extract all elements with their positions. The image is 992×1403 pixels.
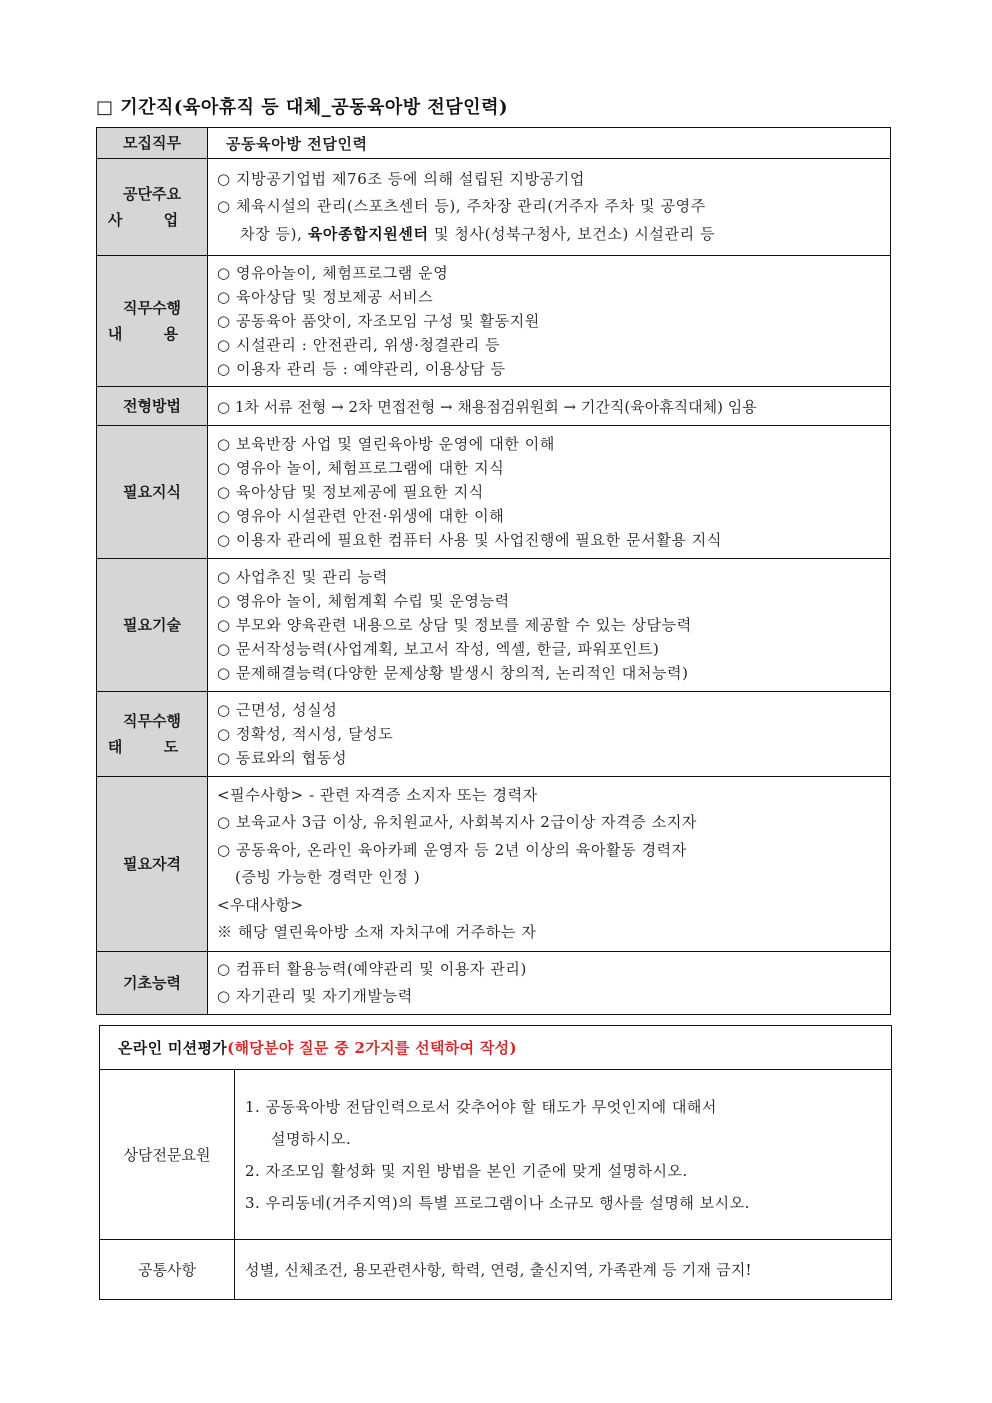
table-row-required-skills [97,559,891,692]
text-fragment: 및 청사(성북구청사, 보건소) 시설관리 등 [433,224,716,243]
label-duties [97,256,208,387]
list-item: ○ 컴퓨터 활용능력(예약관리 및 이용자 관리) [217,959,527,978]
value-selection-process [208,387,891,426]
table-row-position [97,128,891,159]
label-line: 공단주요 [123,185,181,203]
list-item: ○ 동료와의 협동성 [217,749,348,767]
list-item: ○ 시설관리 : 안전관리, 위생·청결관리 등 [217,336,501,354]
required-heading: <필수사항> - 관련 자격증 소지자 또는 경력자 [217,785,538,804]
list-item: ○ 영유아 놀이, 체험계획 수립 및 운영능력 [217,592,510,610]
list-item-note: (증빙 가능한 경력만 인정 ) [235,868,421,886]
list-item: ○ 공동육아 품앗이, 자조모임 구성 및 활동지원 [217,312,540,330]
label-required-knowledge: 필요지식 [97,426,208,559]
list-item: ○ 자기관리 및 자기개발능력 [217,987,413,1005]
list-item: ○ 문서작성능력(사업계획, 보고서 작성, 엑셀, 한글, 파워포인트) [217,640,660,658]
value-required-knowledge [208,426,891,559]
label-selection-process: 전형방법 [97,387,208,426]
table-row-required-knowledge [97,426,891,559]
mission-heading-title: 온라인 미션평가 [118,1039,228,1057]
list-item: ○ 사업추진 및 관리 능력 [217,568,388,586]
mission-heading-row [100,1026,892,1070]
list-item: ○ 영유아놀이, 체험프로그램 운영 [217,264,449,282]
common-warning: 성별, 신체조건, 용모관련사항, 학력, 연령, 출신지역, 가족관계 등 기재 금지! [235,1240,892,1300]
label-counselor: 상담전문요원 [100,1070,235,1240]
question-item: 3. 우리동네(거주지역)의 특별 프로그램이나 소규모 행사를 설명해 보시오. [245,1193,750,1212]
table-row-main-business [97,159,891,256]
highlight-text: 육아종합지원센터 [307,224,429,243]
question-item-continuation: 설명하시오. [271,1129,352,1148]
mission-row-counselor [100,1070,892,1240]
list-item: ○ 공동육아, 온라인 육아카페 운영자 등 2년 이상의 육아활동 경력자 [217,840,687,859]
list-item: ○ 영유아 시설관련 안전·위생에 대한 이해 [217,507,505,525]
list-item: ○ 정확성, 적시성, 달성도 [217,725,394,743]
table-row-basic-abilities [97,952,891,1015]
text-fragment: 차장 등), [240,224,303,243]
label-basic-abilities: 기초능력 [97,952,208,1015]
mission-heading-note: (해당분야 질문 중 2가지를 선택하여 작성) [227,1039,517,1057]
list-item: ○ 지방공기업법 제76조 등에 의해 설립된 지방공기업 [217,169,585,188]
table-row-duties [97,256,891,387]
list-item: ○ 이용자 관리에 필요한 컴퓨터 사용 및 사업진행에 필요한 문서활용 지식 [217,531,722,549]
mission-row-common [100,1240,892,1300]
counselor-questions [235,1070,892,1240]
label-line: 사 업 [107,211,197,229]
table-row-attitude [97,692,891,777]
label-line: 직무수행 [123,299,181,317]
list-item: ○ 부모와 양육관련 내용으로 상담 및 정보를 제공할 수 있는 상담능력 [217,616,692,634]
label-main-business [97,159,208,256]
job-description-table [96,127,891,1015]
value-duties [208,256,891,387]
list-item: ○ 1차 서류 전형 → 2차 면접전형 → 채용점검위원회 → 기간직(육아휴직대체) 임용 [217,397,757,416]
list-item: ○ 보육반장 사업 및 열린육아방 운영에 대한 이해 [217,435,555,453]
table-row-qualifications [97,777,891,952]
list-item: ○ 문제해결능력(다양한 문제상황 발생시 창의적, 논리적인 대처능력) [217,664,689,682]
value-basic-abilities [208,952,891,1015]
list-item: ○ 영유아 놀이, 체험프로그램에 대한 지식 [217,459,505,477]
label-attitude [97,692,208,777]
mission-heading [100,1026,892,1070]
preferred-heading: <우대사항> [217,895,304,914]
label-required-skills: 필요기술 [97,559,208,692]
label-qualifications: 필요자격 [97,777,208,952]
value-main-business [208,159,891,256]
value-qualifications [208,777,891,952]
list-item-continuation [217,221,884,249]
list-item: ○ 보육교사 3급 이상, 유치원교사, 사회복지사 2급이상 자격증 소지자 [217,813,697,831]
question-item: 1. 공동육아방 전담인력으로서 갖추어야 할 태도가 무엇인지에 대해서 [245,1097,717,1116]
list-item: ○ 육아상담 및 정보제공 서비스 [217,288,434,306]
list-item: ○ 이용자 관리 등 : 예약관리, 이용상담 등 [217,360,506,378]
list-item: ※ 해당 열린육아방 소재 자치구에 거주하는 자 [217,923,537,941]
position-text: 공동육아방 전담인력 [226,134,368,153]
label-line: 태 도 [107,738,197,756]
label-line: 직무수행 [123,712,181,730]
label-recruit-position: 모집직무 [97,128,208,159]
list-item: ○ 육아상담 및 정보제공에 필요한 지식 [217,483,484,501]
value-required-skills [208,559,891,692]
question-item: 2. 자조모임 활성화 및 지원 방법을 본인 기준에 맞게 설명하시오. [245,1161,688,1180]
table-row-selection-process [97,387,891,426]
label-common: 공통사항 [100,1240,235,1300]
list-item: ○ 근면성, 성실성 [217,701,338,719]
value-attitude [208,692,891,777]
value-recruit-position [208,128,891,159]
page-title: □ 기간직(육아휴직 등 대체_공동육아방 전담인력) [96,97,508,118]
label-line: 내 용 [107,325,197,343]
list-item: ○ 체육시설의 관리(스포츠센터 등), 주차장 관리(거주자 주차 및 공영주 [217,197,706,216]
online-mission-table [99,1025,892,1300]
